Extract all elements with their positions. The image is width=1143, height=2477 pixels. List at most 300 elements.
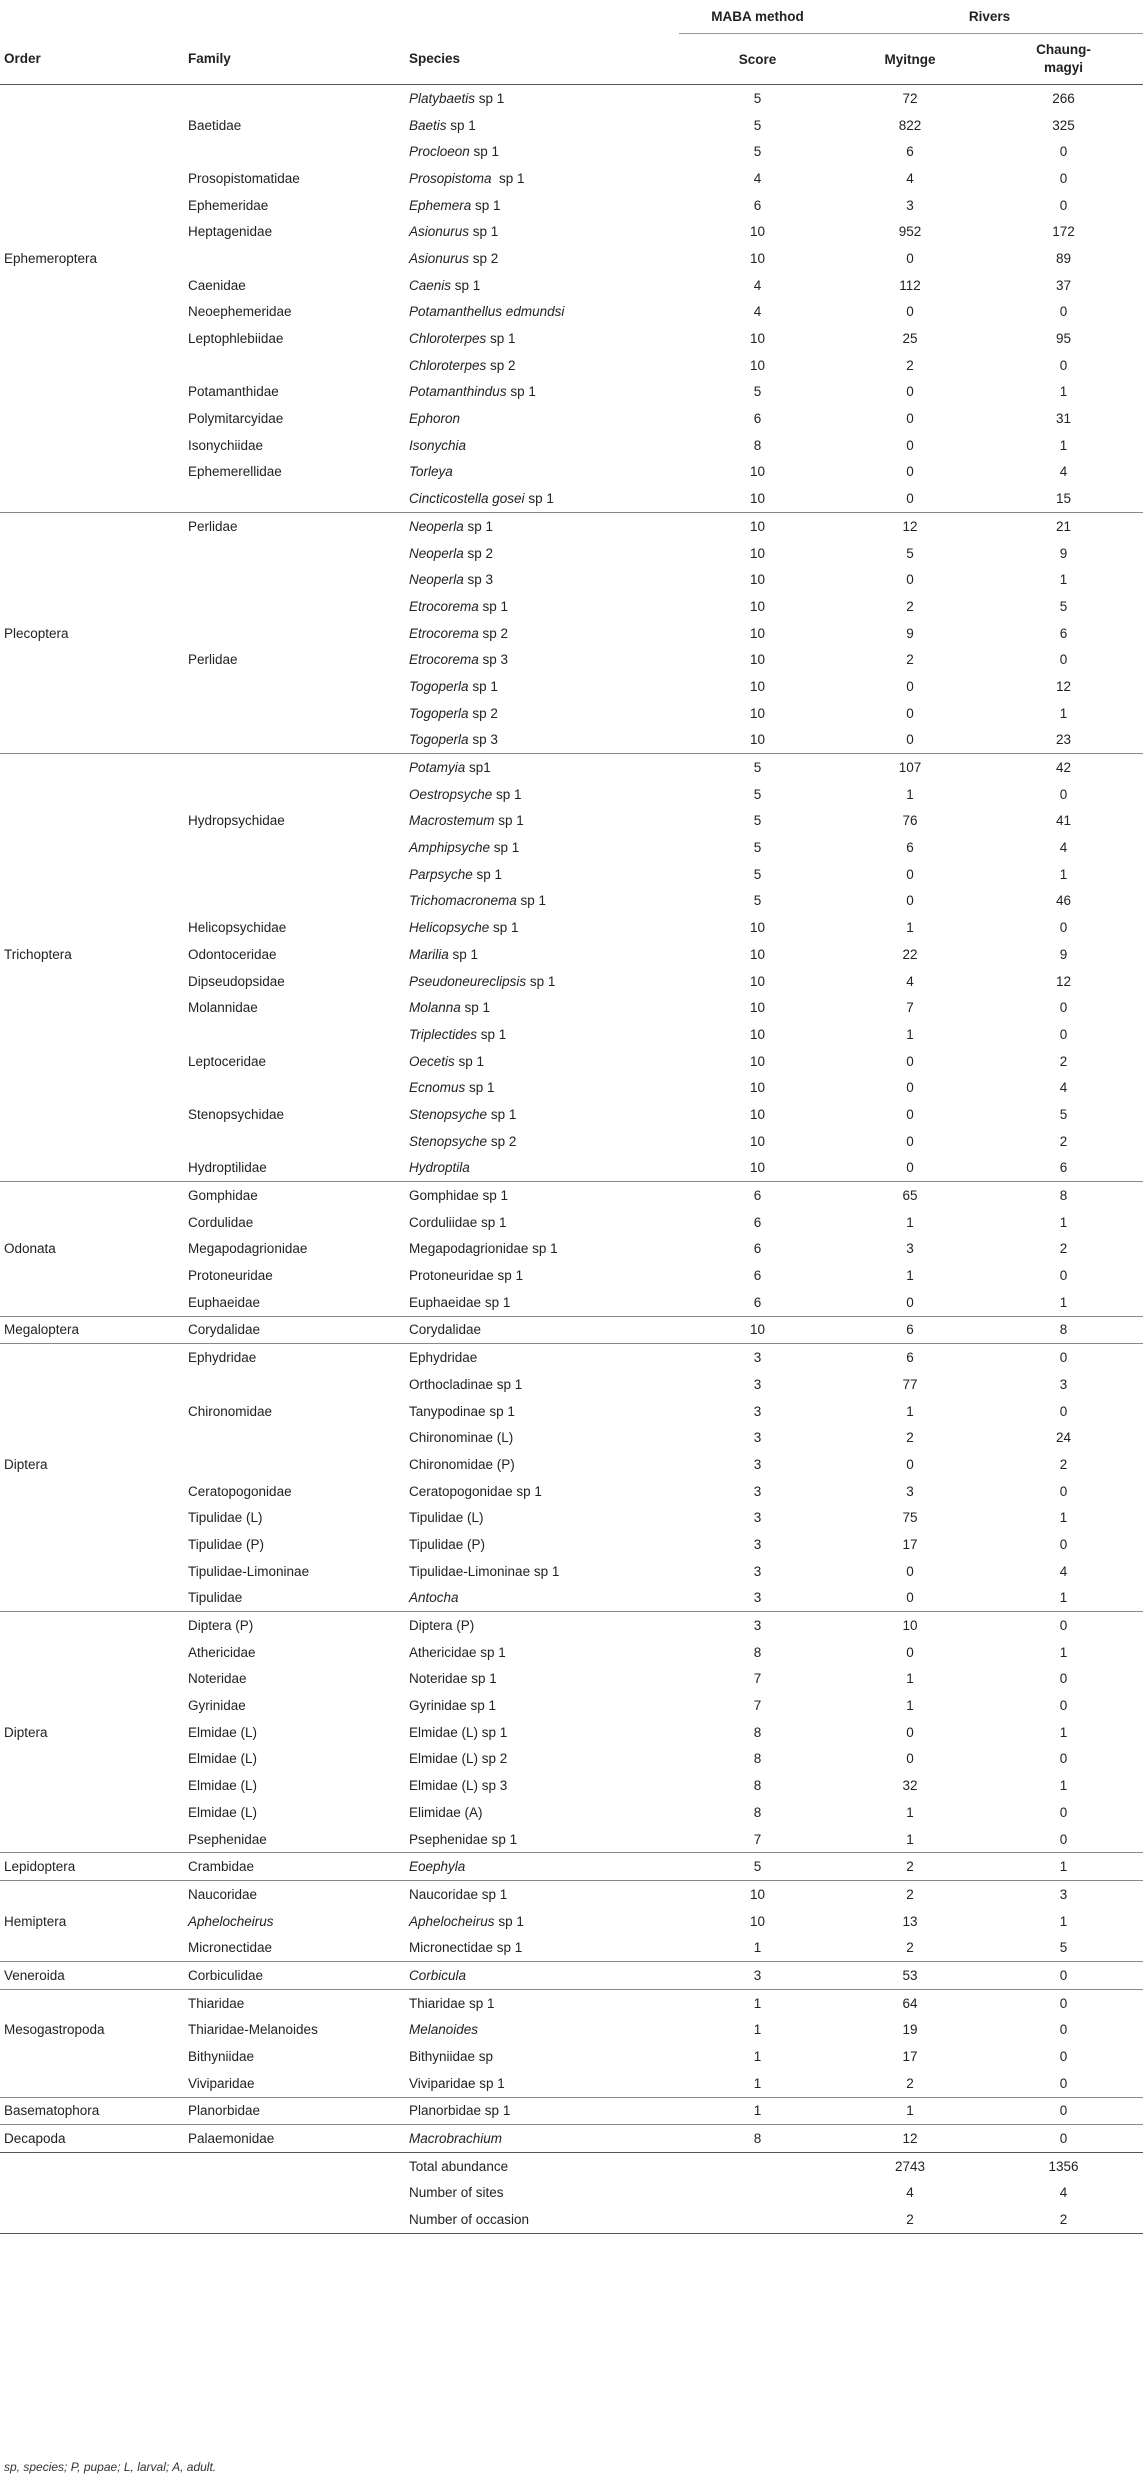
score-cell: 3 — [753, 1456, 762, 1472]
table-row — [0, 325, 1143, 352]
table-row — [0, 112, 1143, 139]
score-cell: 8 — [753, 1778, 762, 1794]
species-suffix: sp 1 — [491, 170, 525, 186]
table-row — [0, 379, 1143, 406]
family-cell — [184, 673, 405, 700]
myitnge-cell: 0 — [906, 304, 914, 320]
species-suffix: Corduliidae sp 1 — [409, 1214, 507, 1230]
species-cell — [405, 138, 679, 165]
chaung-magyi-cell: 1 — [1059, 1510, 1068, 1526]
species-name: Etrocorema — [409, 652, 479, 668]
table-row — [0, 2125, 1143, 2153]
order-cell — [0, 165, 184, 192]
header-row-2 — [0, 34, 1143, 85]
table-row — [0, 593, 1143, 620]
species-name: Togoperla — [409, 732, 469, 748]
order-cell — [0, 112, 184, 139]
species-name: Amphipsyche — [409, 840, 491, 856]
myitnge-cell: 9 — [906, 625, 914, 641]
species-cell — [405, 994, 679, 1021]
chaung-magyi-cell: 2 — [1059, 1456, 1068, 1472]
score-cell: 7 — [753, 1698, 762, 1714]
family-cell — [184, 754, 405, 781]
species-cell — [405, 165, 679, 192]
myitnge-cell: 6 — [906, 840, 914, 856]
species-cell — [405, 1666, 679, 1693]
myitnge-cell: 1 — [906, 1214, 914, 1230]
chaung-magyi-cell: 12 — [1055, 973, 1072, 989]
myitnge-cell: 64 — [836, 1989, 984, 2016]
species-cell — [405, 1451, 679, 1478]
table-row — [0, 1101, 1143, 1128]
species-cell — [405, 700, 679, 727]
score-cell: 10 — [679, 513, 836, 540]
order-cell — [0, 432, 184, 459]
table-row — [0, 1128, 1143, 1155]
score-cell: 3 — [753, 1403, 762, 1419]
chaung-magyi-cell: 0 — [984, 1989, 1143, 2016]
species-name: Trichomacronema — [409, 893, 517, 909]
order-cell — [0, 1021, 184, 1048]
table-row — [0, 1048, 1143, 1075]
score-cell: 5 — [753, 144, 762, 160]
score-cell: 7 — [753, 1671, 762, 1687]
family-cell: Heptagenidae — [188, 224, 273, 240]
score-cell: 10 — [749, 625, 766, 641]
table-row — [0, 1504, 1143, 1531]
species-suffix: sp 1 — [446, 117, 476, 133]
order-cell — [0, 2152, 184, 2179]
order-cell — [0, 299, 184, 326]
order-cell — [0, 994, 184, 1021]
myitnge-cell: 0 — [906, 491, 914, 507]
table-row — [0, 1558, 1143, 1585]
table-row — [0, 808, 1143, 835]
order-cell: Lepidoptera — [0, 1853, 184, 1881]
species-cell — [405, 861, 679, 888]
species-cell — [405, 1799, 679, 1826]
species-suffix: sp 1 — [506, 384, 536, 400]
table-row — [0, 1371, 1143, 1398]
score-cell: 1 — [679, 2097, 836, 2125]
family-cell: Elmidae (L) — [188, 1804, 258, 1820]
order-cell — [0, 2206, 184, 2233]
table-row — [0, 1531, 1143, 1558]
table-row — [0, 1799, 1143, 1826]
table-row — [0, 673, 1143, 700]
species-suffix: Ephydridae — [409, 1350, 478, 1366]
table-row — [0, 754, 1143, 781]
table-row — [0, 1182, 1143, 1209]
order-cell: Veneroida — [0, 1962, 184, 1990]
order-cell — [0, 2043, 184, 2070]
order-cell — [0, 1504, 184, 1531]
table-row — [0, 1155, 1143, 1182]
table-footnote: sp, species; P, pupae; L, larval; A, adult. — [4, 2460, 217, 2474]
order-cell: Odonata — [4, 1241, 56, 1257]
table-row — [0, 272, 1143, 299]
species-suffix: Gomphidae sp 1 — [409, 1188, 509, 1204]
order-cell: Mesogastropoda — [4, 2022, 105, 2038]
species-suffix: sp 1 — [471, 197, 501, 213]
species-cell — [405, 405, 679, 432]
species-name: Platybaetis — [409, 90, 476, 106]
species-name: Antocha — [409, 1590, 459, 1606]
chaung-magyi-cell: 5 — [1059, 598, 1068, 614]
family-cell — [184, 1424, 405, 1451]
table-row — [0, 1585, 1143, 1612]
order-cell — [0, 888, 184, 915]
table-row — [0, 1908, 1143, 1935]
order-cell — [0, 485, 184, 512]
family-cell: Leptophlebiidae — [188, 331, 284, 347]
order-cell — [0, 566, 184, 593]
table-row — [0, 485, 1143, 512]
table-row — [0, 432, 1143, 459]
chaung-magyi-cell: 0 — [1059, 1671, 1068, 1687]
myitnge-cell: 2 — [906, 598, 914, 614]
myitnge-cell: 1 — [906, 786, 914, 802]
family-cell — [184, 2180, 405, 2207]
score-cell: 10 — [749, 678, 766, 694]
family-cell: Ephemeridae — [188, 197, 269, 213]
family-cell: Polymitarcyidae — [188, 411, 284, 427]
species-suffix: Viviparidae sp 1 — [409, 2075, 505, 2091]
table-row — [0, 85, 1143, 112]
species-cell — [405, 1021, 679, 1048]
table-row — [0, 2043, 1143, 2070]
table-row — [0, 540, 1143, 567]
species-cell — [405, 432, 679, 459]
score-cell: 6 — [753, 1214, 762, 1230]
chaung-magyi-cell: 0 — [984, 2125, 1143, 2153]
myitnge-cell: 19 — [902, 2022, 918, 2038]
family-cell — [184, 1128, 405, 1155]
table-row — [0, 888, 1143, 915]
score-cell: 6 — [679, 1182, 836, 1209]
species-cell — [405, 1262, 679, 1289]
order-cell — [0, 808, 184, 835]
order-cell: Basematophora — [0, 2097, 184, 2125]
family-cell: Caenidae — [188, 277, 246, 293]
species-suffix: sp 1 — [494, 813, 524, 829]
chaung-magyi-cell: 1 — [1059, 384, 1068, 400]
table-row — [0, 1424, 1143, 1451]
species-name: Oestropsyche — [409, 786, 493, 802]
family-cell: Ephemerellidae — [188, 464, 282, 480]
score-cell: 8 — [679, 2125, 836, 2153]
table-row — [0, 1209, 1143, 1236]
myitnge-cell: 1 — [836, 2097, 984, 2125]
table-row — [0, 2017, 1143, 2044]
score-cell: 1 — [753, 1940, 762, 1956]
species-suffix: Gyrinidae sp 1 — [409, 1698, 497, 1714]
species-suffix: Elimidae (A) — [409, 1804, 483, 1820]
myitnge-cell: 0 — [906, 1160, 914, 1176]
chaung-magyi-cell: 0 — [1059, 1403, 1068, 1419]
score-cell: 8 — [753, 1751, 762, 1767]
species-cell — [405, 914, 679, 941]
family-cell: Perlidae — [188, 652, 238, 668]
species-name: Potamanthindus — [409, 384, 507, 400]
score-cell: 10 — [749, 1026, 766, 1042]
score-cell: 3 — [753, 1430, 762, 1446]
chaung-magyi-cell: 41 — [1055, 813, 1072, 829]
species-cell — [405, 754, 679, 781]
species-name: Aphelocheirus — [409, 1913, 495, 1929]
myitnge-total: 2743 — [836, 2152, 984, 2179]
myitnge-cell: 2 — [906, 357, 914, 373]
myitnge-cell: 1 — [906, 1804, 914, 1820]
myitnge-cell: 75 — [902, 1510, 918, 1526]
order-cell — [0, 379, 184, 406]
species-suffix: Chironomidae (P) — [409, 1456, 515, 1472]
table-row — [0, 1289, 1143, 1316]
species-suffix: Megapodagrionidae sp 1 — [409, 1241, 558, 1257]
family-cell — [184, 485, 405, 512]
species-cell — [405, 1398, 679, 1425]
family-cell — [184, 861, 405, 888]
chaung-magyi-cell: 3 — [1059, 1376, 1068, 1392]
score-cell: 4 — [753, 304, 762, 320]
score-cell: 6 — [753, 1241, 762, 1257]
species-cell — [405, 1344, 679, 1371]
species-suffix: sp 3 — [478, 652, 509, 668]
order-cell — [0, 861, 184, 888]
order-cell — [0, 1182, 184, 1209]
score-cell: 8 — [753, 1644, 762, 1660]
order-cell — [0, 968, 184, 995]
table-row — [0, 299, 1143, 326]
species-suffix: sp 1 — [472, 866, 503, 882]
table-row — [0, 1853, 1143, 1881]
score-cell: 10 — [749, 920, 766, 936]
table-row — [0, 1236, 1143, 1263]
table-row — [0, 165, 1143, 192]
myitnge-total: 2 — [836, 2206, 984, 2233]
species-name: Togoperla — [409, 705, 469, 721]
species-cell — [405, 245, 679, 272]
order-cell — [0, 1531, 184, 1558]
table-row — [0, 1692, 1143, 1719]
family-cell — [184, 620, 405, 647]
chaung-magyi-cell: 24 — [1055, 1430, 1072, 1446]
myitnge-total: 4 — [906, 2185, 914, 2201]
score-cell: 10 — [749, 1000, 766, 1016]
family-cell — [184, 781, 405, 808]
myitnge-cell: 0 — [906, 1106, 914, 1122]
chaung-magyi-cell: 172 — [1052, 224, 1075, 240]
family-cell — [184, 1074, 405, 1101]
score-cell: 6 — [753, 411, 762, 427]
score-cell: 10 — [749, 491, 766, 507]
table-row — [0, 1074, 1143, 1101]
myitnge-cell: 6 — [836, 1316, 984, 1344]
chaung-magyi-cell: 0 — [1059, 304, 1068, 320]
order-header: Order — [0, 34, 184, 85]
chaung-magyi-cell: 95 — [1055, 331, 1072, 347]
order-cell — [0, 459, 184, 486]
species-name: Caenis — [409, 277, 452, 293]
family-cell: Thiaridae — [184, 1989, 405, 2016]
family-cell: Corydalidae — [184, 1316, 405, 1344]
species-suffix: Diptera (P) — [409, 1618, 475, 1634]
species-cell — [405, 727, 679, 754]
header-row-1 — [0, 0, 1143, 34]
order-cell — [0, 1826, 184, 1853]
score-cell: 1 — [753, 2022, 762, 2038]
score-cell: 10 — [749, 250, 766, 266]
chaung-magyi-cell: 0 — [1059, 1804, 1068, 1820]
table-row — [0, 646, 1143, 673]
species-suffix: Elmidae (L) sp 1 — [409, 1724, 508, 1740]
score-cell: 3 — [753, 1563, 762, 1579]
table-row — [0, 941, 1143, 968]
order-cell — [0, 1989, 184, 2016]
species-cell — [405, 1531, 679, 1558]
myitnge-cell: 1 — [906, 1831, 914, 1847]
species-cell — [405, 1908, 679, 1935]
myitnge-cell: 13 — [902, 1913, 918, 1929]
myitnge-cell: 3 — [906, 1241, 914, 1257]
species-cell — [405, 1101, 679, 1128]
species-cell — [405, 1478, 679, 1505]
table-row — [0, 1772, 1143, 1799]
chaung-magyi-cell: 5 — [1059, 1106, 1068, 1122]
score-cell: 10 — [749, 1053, 766, 1069]
species-name: Baetis — [409, 117, 447, 133]
myitnge-cell: 25 — [902, 331, 918, 347]
order-cell: Decapoda — [0, 2125, 184, 2153]
species-suffix: Chironominae (L) — [409, 1430, 514, 1446]
species-cell — [405, 2017, 679, 2044]
species-name: Ephoron — [409, 411, 461, 427]
species-cell — [405, 673, 679, 700]
table-row — [0, 861, 1143, 888]
myitnge-cell: 12 — [836, 513, 984, 540]
table-row — [0, 1398, 1143, 1425]
score-cell: 10 — [749, 1106, 766, 1122]
species-cell — [405, 1128, 679, 1155]
species-name: Ecnomus — [409, 1080, 466, 1096]
chaung-magyi-cell: 1 — [1059, 1913, 1068, 1929]
chaung-magyi-cell: 2 — [1059, 1133, 1068, 1149]
chaung-magyi-cell: 4 — [1059, 1080, 1068, 1096]
score-cell: 3 — [753, 1510, 762, 1526]
species-cell — [405, 1881, 679, 1908]
species-cell — [405, 2043, 679, 2070]
myitnge-cell: 72 — [902, 90, 918, 106]
table-row — [0, 834, 1143, 861]
family-cell: Elmidae (L) — [188, 1751, 258, 1767]
species-name: Etrocorema — [409, 598, 479, 614]
family-cell: Perlidae — [184, 513, 405, 540]
myitnge-cell: 0 — [906, 1294, 914, 1310]
family-cell: Psephenidae — [188, 1831, 267, 1847]
chaung-magyi-cell: 0 — [1059, 786, 1068, 802]
myitnge-cell: 2 — [836, 1881, 984, 1908]
chaung-magyi-cell: 0 — [1059, 1483, 1068, 1499]
totals-label: Number of occasion — [405, 2206, 679, 2233]
family-cell: Crambidae — [184, 1853, 405, 1881]
family-cell — [184, 888, 405, 915]
score-cell: 4 — [753, 277, 762, 293]
chaung-magyi-cell: 4 — [1059, 1563, 1068, 1579]
chaung-magyi-cell: 9 — [1059, 946, 1068, 962]
species-name: Melanoides — [409, 2022, 479, 2038]
score-cell: 3 — [679, 1344, 836, 1371]
order-cell — [0, 727, 184, 754]
family-cell — [184, 834, 405, 861]
species-suffix: sp1 — [465, 760, 491, 776]
totals-label: Total abundance — [405, 2152, 679, 2179]
chaung-magyi-cell: 5 — [1059, 1940, 1068, 1956]
species-cell — [405, 2097, 679, 2125]
order-cell — [0, 85, 184, 112]
species-suffix: sp 1 — [478, 598, 509, 614]
family-cell — [184, 700, 405, 727]
chaung-magyi-cell: 12 — [1055, 678, 1072, 694]
species-cell — [405, 566, 679, 593]
species-name: Marilia — [409, 946, 449, 962]
chaung-magyi-cell: 1 — [1059, 437, 1068, 453]
species-suffix: sp 1 — [492, 786, 522, 802]
family-cell — [184, 1371, 405, 1398]
species-suffix: sp 2 — [469, 250, 499, 266]
score-cell: 10 — [749, 1133, 766, 1149]
family-cell: Thiaridae-Melanoides — [188, 2022, 318, 2038]
species-name: Isonychia — [409, 437, 467, 453]
chaung-magyi-cell: 1 — [1059, 1778, 1068, 1794]
table-row — [0, 914, 1143, 941]
table-row — [0, 459, 1143, 486]
table-row — [0, 1344, 1143, 1371]
table-row — [0, 192, 1143, 219]
order-cell — [0, 272, 184, 299]
order-cell — [0, 513, 184, 540]
family-cell — [184, 727, 405, 754]
order-cell — [0, 1048, 184, 1075]
chaung-magyi-cell: 0 — [1059, 1000, 1068, 1016]
species-name: Chloroterpes — [409, 357, 487, 373]
order-cell — [0, 138, 184, 165]
family-header: Family — [184, 34, 405, 85]
chaung-magyi-cell: 0 — [1059, 144, 1068, 160]
family-cell: Stenopsychidae — [188, 1106, 285, 1122]
family-cell — [184, 566, 405, 593]
table-row — [0, 245, 1143, 272]
species-cell — [405, 1316, 679, 1344]
chaung-magyi-cell: 1 — [1059, 1214, 1068, 1230]
myitnge-cell: 1 — [906, 1268, 914, 1284]
chaung-magyi-cell: 31 — [1055, 411, 1072, 427]
chaung-magyi-header: Chaung- magyi — [984, 34, 1143, 85]
species-suffix: sp 2 — [486, 357, 516, 373]
chaung-magyi-cell: 42 — [984, 754, 1143, 781]
score-cell: 10 — [749, 1913, 766, 1929]
chaung-magyi-cell: 0 — [1059, 170, 1068, 186]
chaung-magyi-cell: 15 — [1055, 491, 1072, 507]
myitnge-cell: 10 — [836, 1612, 984, 1639]
myitnge-cell: 3 — [906, 1483, 914, 1499]
score-cell: 5 — [753, 866, 762, 882]
family-cell: Tipulidae (L) — [188, 1510, 263, 1526]
species-name: Parpsyche — [409, 866, 473, 882]
order-cell: Plecoptera — [4, 625, 69, 641]
myitnge-cell: 0 — [906, 1751, 914, 1767]
table-row — [0, 405, 1143, 432]
family-cell: Hydropsychidae — [188, 813, 285, 829]
